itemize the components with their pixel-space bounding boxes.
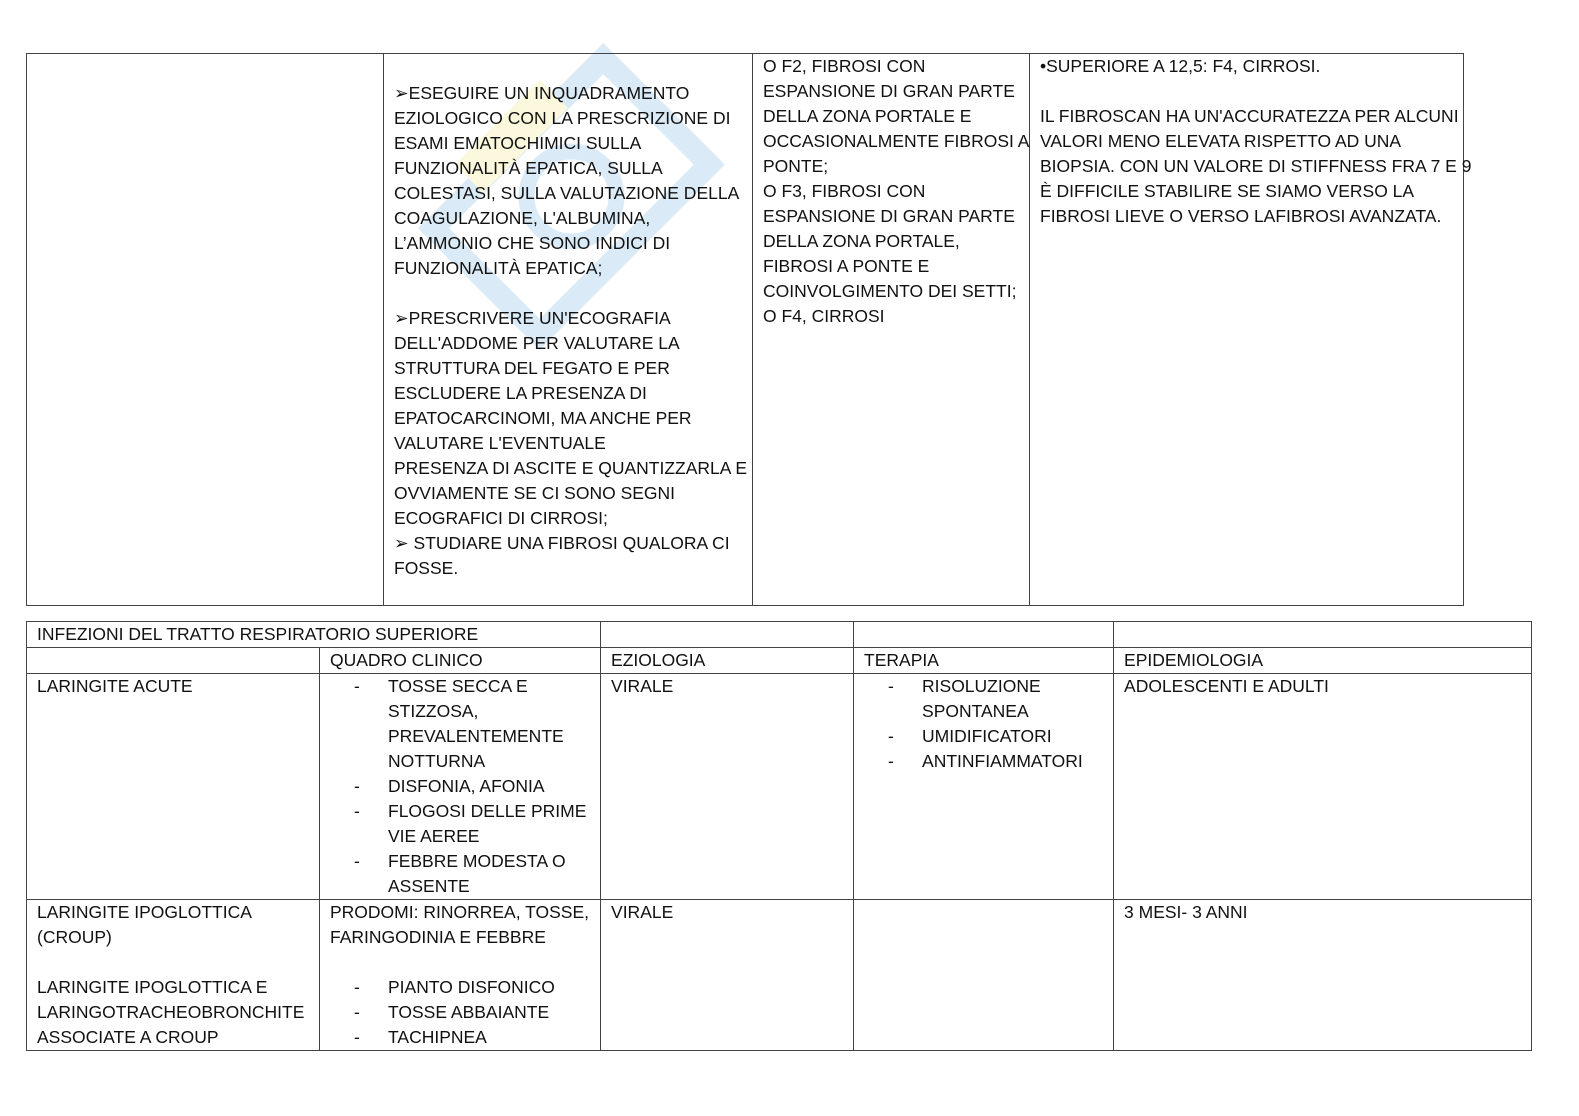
text-line: COINVOLGIMENTO DEI SETTI; (763, 281, 1017, 301)
list-item (864, 674, 1103, 724)
disease-name-line: LARINGITE IPOGLOTTICA (37, 902, 252, 922)
list-item-line: - TOSSE SECCA E (388, 676, 528, 696)
text-line: STRUTTURA DEL FEGATO E PER (394, 358, 670, 378)
text-line: ESPANSIONE DI GRAN PARTE (763, 206, 1015, 226)
text-line: FOSSE. (394, 558, 459, 578)
text-line: È DIFFICILE STABILIRE SE SIAMO VERSO LA (1040, 181, 1415, 201)
list-item (330, 774, 590, 799)
disease-name-line: (CROUP) (37, 927, 112, 947)
list-item-line: - RISOLUZIONE (922, 676, 1041, 696)
text-line: FUNZIONALITÀ EPATICA; (394, 258, 603, 278)
header-quadro-clinico: QUADRO CLINICO (320, 648, 601, 674)
text-line: DELLA ZONA PORTALE, (763, 231, 960, 251)
list-item-line: PREVALENTEMENTE (388, 726, 564, 746)
fibrosis-stages-cell (753, 54, 1030, 606)
text-line: EZIOLOGICO CON LA PRESCRIZIONE DI (394, 108, 731, 128)
list-item (330, 799, 590, 849)
dash-list (864, 674, 1103, 774)
table-row (27, 674, 1532, 900)
list-item (864, 749, 1103, 774)
quadro-clinico-cell (320, 674, 601, 900)
eziologia-cell: VIRALE (601, 900, 854, 1051)
text-line: OCCASIONALMENTE FIBROSI A (763, 131, 1030, 151)
text-line: PONTE; (763, 156, 829, 176)
table-title-row (27, 622, 1532, 648)
infections-table (26, 621, 1532, 1051)
text-line: PRODOMI: RINORREA, TOSSE, (330, 902, 589, 922)
text-line: EPATOCARCINOMI, MA ANCHE PER (394, 408, 692, 428)
text-line: O F3, FIBROSI CON (763, 181, 926, 201)
col4-first-line: •SUPERIORE A 12,5: F4, CIRROSI. (1040, 56, 1321, 76)
terapia-cell (854, 674, 1114, 900)
disease-name-line: LARINGITE ACUTE (37, 676, 193, 696)
list-item (330, 1000, 590, 1025)
disease-name-line: ASSOCIATE A CROUP (37, 1027, 219, 1047)
dash-list (330, 975, 590, 1050)
text-line: PRESENZA DI ASCITE E QUANTIZZARLA E (394, 458, 747, 478)
header-eziologia: EZIOLOGIA (601, 648, 854, 674)
empty-header-cell (27, 648, 320, 674)
list-item-line: - FEBBRE MODESTA O (388, 851, 566, 871)
list-item (330, 1025, 590, 1050)
header-terapia: TERAPIA (854, 648, 1114, 674)
header-row (27, 648, 1532, 674)
table-row (27, 900, 1532, 1051)
text-line: DELL'ADDOME PER VALUTARE LA (394, 333, 680, 353)
fibroscan-cell (1030, 54, 1472, 606)
text-line: ➢ESEGUIRE UN INQUADRAMENTO (394, 83, 690, 103)
list-item-line: - FLOGOSI DELLE PRIME (388, 801, 587, 821)
dash-list (330, 674, 590, 899)
text-line: FIBROSI LIEVE O VERSO LAFIBROSI AVANZATA. (1040, 206, 1442, 226)
disease-name-cell (27, 674, 320, 900)
list-item-line: SPONTANEA (922, 701, 1029, 721)
text-line: COAGULAZIONE, L'ALBUMINA, (394, 208, 651, 228)
list-item-line: VIE AEREE (388, 826, 480, 846)
list-item-line: - ANTINFIAMMATORI (922, 751, 1083, 771)
disease-name-line: LARINGOTRACHEOBRONCHITE (37, 1002, 305, 1022)
text-line: ECOGRAFICI DI CIRROSI; (394, 508, 608, 528)
list-item-line: STIZZOSA, (388, 701, 479, 721)
text-line: L’AMMONIO CHE SONO INDICI DI (394, 233, 671, 253)
list-item-line: NOTTURNA (388, 751, 486, 771)
text-line: VALUTARE L'EVENTUALE (394, 433, 606, 453)
text-line: ➢ STUDIARE UNA FIBROSI QUALORA CI (394, 533, 730, 553)
text-line: ESCLUDERE LA PRESENZA DI (394, 383, 647, 403)
epidemiologia-cell: 3 MESI- 3 ANNI (1114, 900, 1532, 1051)
text-line: COLESTASI, SULLA VALUTAZIONE DELLA (394, 183, 740, 203)
text-line: O F2, FIBROSI CON (763, 56, 926, 76)
list-item-line: - TACHIPNEA (388, 1027, 487, 1047)
empty-cell (854, 622, 1114, 648)
text-line: ESPANSIONE DI GRAN PARTE (763, 81, 1015, 101)
table-title: INFEZIONI DEL TRATTO RESPIRATORIO SUPERIORE (27, 622, 601, 648)
list-item (864, 724, 1103, 749)
epidemiologia-cell: ADOLESCENTI E ADULTI (1114, 674, 1532, 900)
table-row (27, 54, 1464, 606)
text-line: IL FIBROSCAN HA UN'ACCURATEZZA PER ALCUNI (1040, 106, 1459, 126)
text-line: FARINGODINIA E FEBBRE (330, 927, 546, 947)
list-item-line: - UMIDIFICATORI (922, 726, 1052, 746)
text-line: ESAMI EMATOCHIMICI SULLA (394, 133, 642, 153)
list-item (330, 674, 590, 774)
list-item (330, 975, 590, 1000)
list-item-line: ASSENTE (388, 876, 470, 896)
list-item-line: - DISFONIA, AFONIA (388, 776, 545, 796)
quadro-clinico-cell (320, 900, 601, 1051)
disease-name-line: LARINGITE IPOGLOTTICA E (37, 977, 268, 997)
text-line: OVVIAMENTE SE CI SONO SEGNI (394, 483, 676, 503)
text-line: FUNZIONALITÀ EPATICA, SULLA (394, 158, 663, 178)
text-line: FIBROSI A PONTE E (763, 256, 930, 276)
list-item-line: - PIANTO DISFONICO (388, 977, 555, 997)
text-line: DELLA ZONA PORTALE E (763, 106, 972, 126)
procedures-cell (384, 54, 753, 606)
empty-cell (1114, 622, 1532, 648)
terapia-cell (854, 900, 1114, 1051)
list-item-line: - TOSSE ABBAIANTE (388, 1002, 550, 1022)
disease-name-cell (27, 900, 320, 1051)
text-line: BIOPSIA. CON UN VALORE DI STIFFNESS FRA 7 E 9 (1040, 156, 1472, 176)
text-line: O F4, CIRROSI (763, 306, 885, 326)
list-item (330, 849, 590, 899)
header-epidemiologia: EPIDEMIOLOGIA (1114, 648, 1532, 674)
top-table (26, 53, 1472, 606)
eziologia-cell: VIRALE (601, 674, 854, 900)
text-line: VALORI MENO ELEVATA RISPETTO AD UNA (1040, 131, 1402, 151)
text-line: ➢PRESCRIVERE UN'ECOGRAFIA (394, 308, 671, 328)
empty-cell (601, 622, 854, 648)
empty-cell (27, 54, 384, 606)
